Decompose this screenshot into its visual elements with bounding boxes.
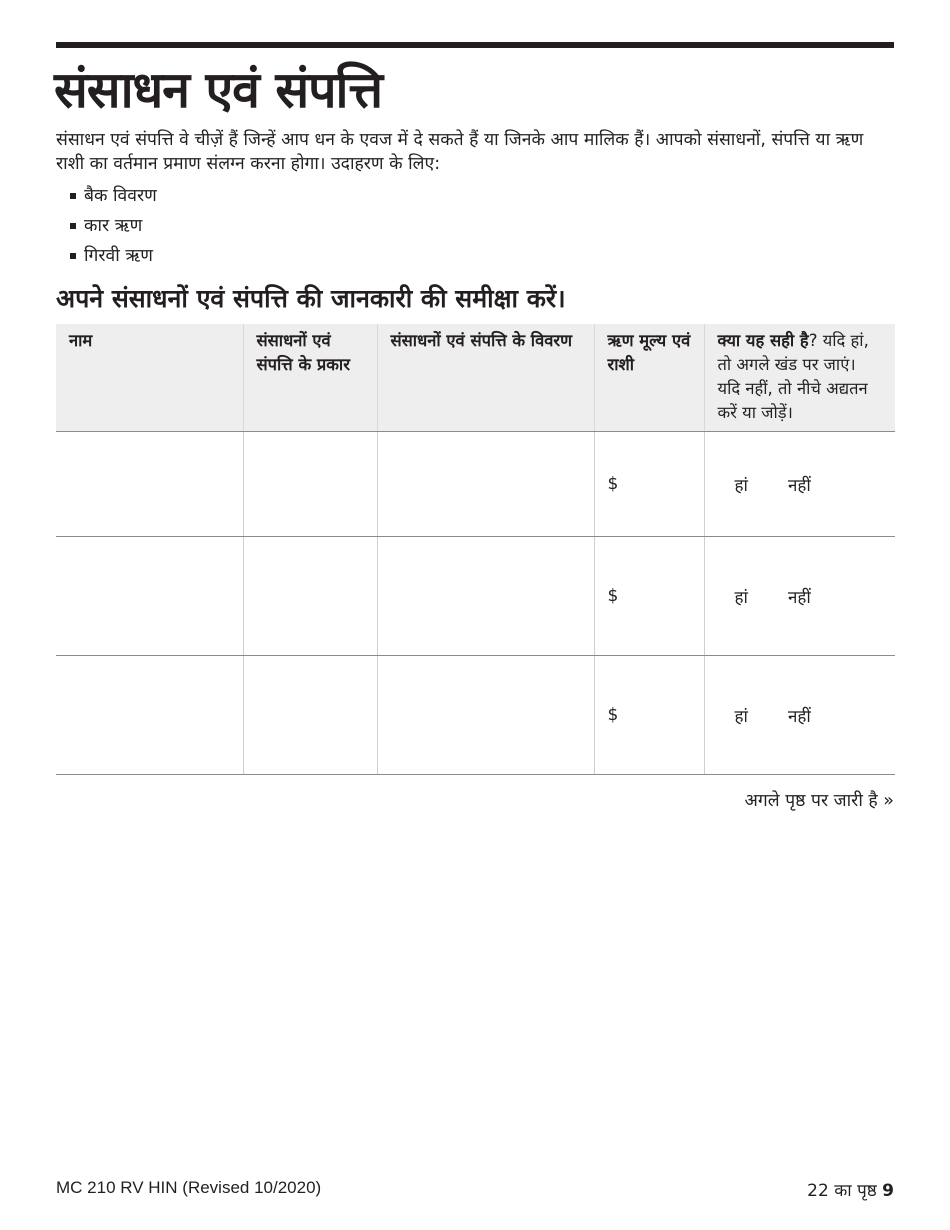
cell-value[interactable]: $ xyxy=(594,432,704,537)
cell-correct xyxy=(704,537,895,656)
col-header-description: संसाधनों एवं संपत्ति के विवरण xyxy=(377,324,594,432)
list-item: गिरवी ऋण xyxy=(70,241,157,271)
col-header-name: नाम xyxy=(56,324,243,432)
cell-description[interactable] xyxy=(377,537,594,656)
cell-name[interactable] xyxy=(56,656,243,775)
bullet-icon xyxy=(70,223,76,229)
intro-paragraph: संसाधन एवं संपत्ति वे चीज़ें हैं जिन्हें आप धन के एवज में दे सकते हैं या जिनके आप मालिक हैं। आपको संसाधनों, संपत्ति या ऋण राशी का वर्तमान प्रमाण संलग्न करना होगा। उदाहरण के लिए: xyxy=(56,130,864,174)
section-heading: अपने संसाधनों एवं संपत्ति की जानकारी की समीक्षा करें। xyxy=(56,284,566,313)
page-indicator: 22 का पृष्ठ 9 xyxy=(807,1181,894,1201)
no-option[interactable]: नहीं xyxy=(787,587,811,608)
cell-name[interactable] xyxy=(56,537,243,656)
cell-description[interactable] xyxy=(377,656,594,775)
bullet-icon xyxy=(70,253,76,259)
continue-note: अगले पृष्ठ पर जारी है » xyxy=(744,791,894,811)
cell-type[interactable] xyxy=(243,537,377,656)
yes-option[interactable]: हां xyxy=(734,587,748,608)
no-option[interactable]: नहीं xyxy=(787,475,811,496)
cell-type[interactable] xyxy=(243,656,377,775)
yes-option[interactable]: हां xyxy=(734,475,748,496)
col-header-type: संसाधनों एवं संपत्ति के प्रकार xyxy=(243,324,377,432)
table-row xyxy=(56,656,895,775)
list-item: कार ऋण xyxy=(70,211,157,241)
cell-name[interactable] xyxy=(56,432,243,537)
col-header-correct: क्या यह सही है? यदि हां, तो अगले खंड पर जाएं। यदि नहीं, तो नीचे अद्यतन करें या जोड़ें। xyxy=(704,324,895,432)
bullet-icon xyxy=(70,193,76,199)
top-rule xyxy=(56,42,894,48)
yes-option[interactable]: हां xyxy=(734,706,748,727)
cell-correct xyxy=(704,656,895,775)
cell-description[interactable] xyxy=(377,432,594,537)
table-header-row xyxy=(56,324,895,432)
col-header-value: ऋण मूल्य एवं राशी xyxy=(594,324,704,432)
cell-type[interactable] xyxy=(243,432,377,537)
resources-table xyxy=(56,324,895,775)
page-title: संसाधन एवं संपत्ति xyxy=(54,61,383,119)
form-id: MC 210 RV HIN (Revised 10/2020) xyxy=(56,1178,322,1197)
table-row xyxy=(56,537,895,656)
table-row xyxy=(56,432,895,537)
list-item: बैक विवरण xyxy=(70,181,157,211)
cell-value[interactable]: $ xyxy=(594,656,704,775)
no-option[interactable]: नहीं xyxy=(787,706,811,727)
cell-correct xyxy=(704,432,895,537)
cell-value[interactable]: $ xyxy=(594,537,704,656)
examples-list xyxy=(70,181,157,271)
